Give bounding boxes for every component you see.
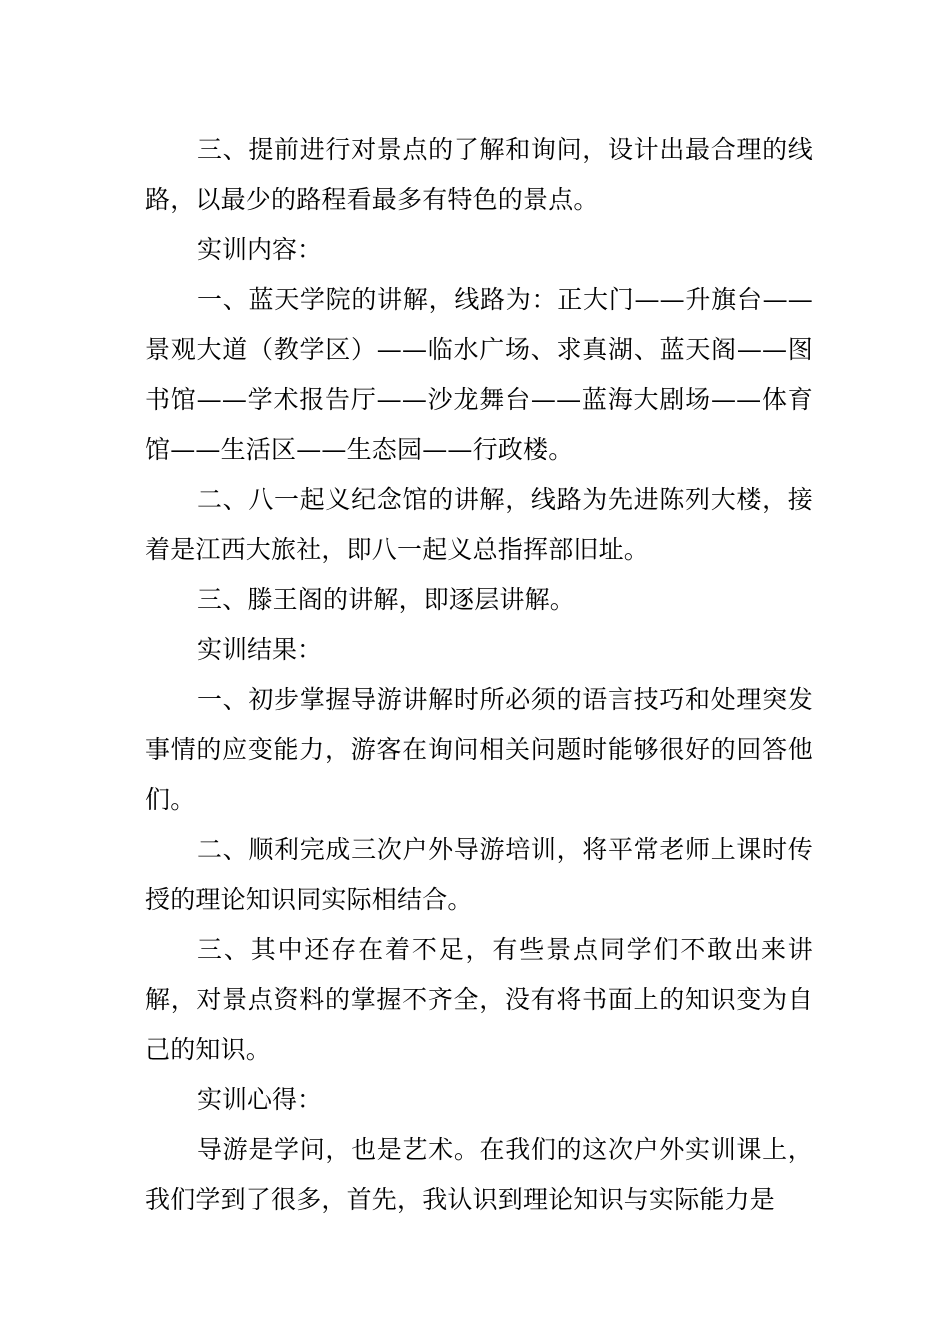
document-body xyxy=(145,125,813,1225)
paragraph-result-3: 三、其中还存在着不足，有些景点同学们不敢出来讲解，对景点资料的掌握不齐全，没有将书面上的知识变为自己的知识。 xyxy=(145,935,813,1064)
paragraph-route-design: 三、提前进行对景点的了解和询问，设计出最合理的线路，以最少的路程看最多有特色的景点。 xyxy=(145,135,813,214)
section-heading-training-results: 实训结果： xyxy=(197,635,323,664)
section-heading-training-reflections: 实训心得： xyxy=(197,1085,323,1114)
paragraph-reflection: 导游是学问，也是艺术。在我们的这次户外实训课上，我们学到了很多，首先，我认识到理论知识与实际能力是 xyxy=(145,1135,813,1214)
paragraph-bayi-memorial-route: 二、八一起义纪念馆的讲解，线路为先进陈列大楼，接着是江西大旅社，即八一起义总指挥部旧址。 xyxy=(145,485,813,564)
paragraph-result-1: 一、初步掌握导游讲解时所必须的语言技巧和处理突发事情的应变能力，游客在询问相关问题时能够很好的回答他们。 xyxy=(145,685,813,814)
paragraph-result-2: 二、顺利完成三次户外导游培训，将平常老师上课时传授的理论知识同实际相结合。 xyxy=(145,835,813,914)
paragraph-tengwang-pavilion: 三、滕王阁的讲解，即逐层讲解。 xyxy=(197,585,576,614)
section-heading-training-content: 实训内容： xyxy=(197,235,323,264)
paragraph-lantian-college-route: 一、蓝天学院的讲解，线路为：正大门——升旗台——景观大道（教学区）——临水广场、求真湖、蓝天阁——图书馆——学术报告厅——沙龙舞台——蓝海大剧场——体育馆——生活区——生态园——行政楼。 xyxy=(145,285,813,464)
